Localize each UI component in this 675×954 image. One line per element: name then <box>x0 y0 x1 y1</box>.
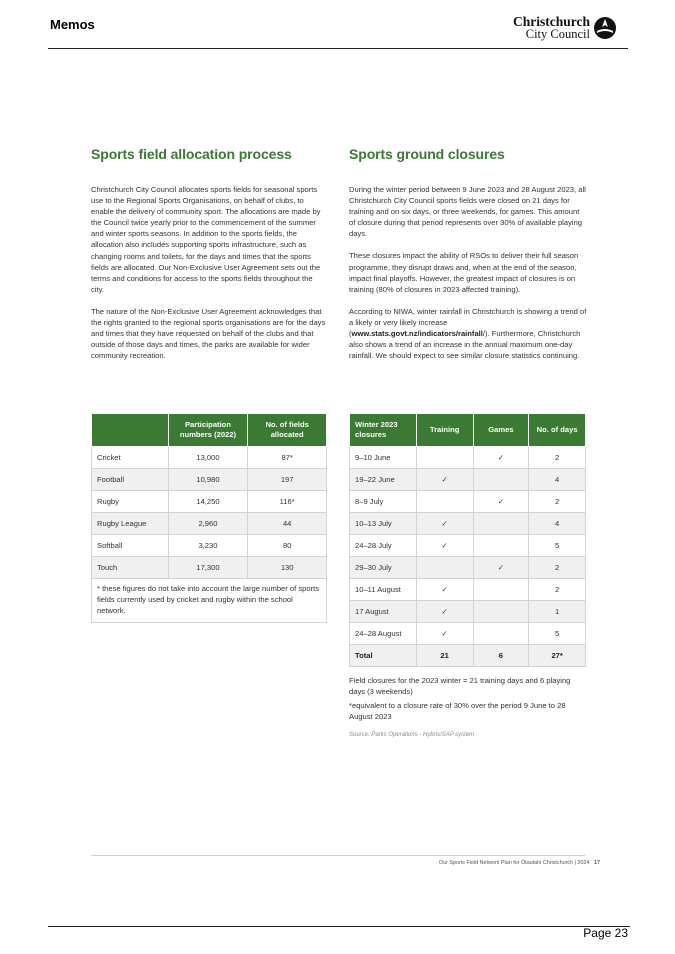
allocation-paragraph-1: Christchurch City Council allocates sports fields for seasonal sports use to the Regional Sports Organisations, on behalf of clubs, to enable the delivery of community sport. The allocations are made by the Council twice yearly prior to the commencement of the summer and winter sports seasons. In addition to the sports fields, the allocation also includes supporting sports infrastructure, such as changing rooms and toilets, for the days and times that the sports fields are allocated. Our Non-Exclusive User Agreement sets out the terms and conditions for access to the sports fields throughout the city. <box>91 185 321 294</box>
days-cell: 2 <box>529 579 586 601</box>
training-cell: ✓ <box>416 469 473 491</box>
participation-header-numbers: Participation numbers (2022) <box>168 414 248 447</box>
participation-cell: 10,980 <box>168 469 248 491</box>
games-cell: ✓ <box>473 491 529 513</box>
sport-cell: Touch <box>92 557 169 579</box>
days-cell: 2 <box>529 447 586 469</box>
allocation-section <box>91 146 327 372</box>
footer-divider <box>48 926 630 927</box>
period-cell: 24–28 July <box>350 535 417 557</box>
period-cell: 8–9 July <box>350 491 417 513</box>
logo-line2: City Council <box>525 27 590 41</box>
training-cell: ✓ <box>416 513 473 535</box>
inner-footer-text: Our Sports Field Network Plan for Ōtautahi Christchurch | 2024 <box>438 860 590 866</box>
participation-cell: 13,000 <box>168 447 248 469</box>
participation-footnote: * these figures do not take into account the large number of sports fields currently used by cricket and rugby within the school network. <box>91 579 327 623</box>
table-row <box>350 469 586 491</box>
fields-cell: 87* <box>248 447 327 469</box>
days-cell: 5 <box>529 535 586 557</box>
table-row <box>92 557 327 579</box>
period-cell: 17 August <box>350 601 417 623</box>
closures-notes <box>349 675 587 744</box>
council-logo <box>513 16 617 40</box>
training-cell: ✓ <box>416 535 473 557</box>
participation-table-block <box>91 413 327 623</box>
training-cell: ✓ <box>416 623 473 645</box>
sport-cell: Football <box>92 469 169 491</box>
inner-page-number: 17 <box>594 860 600 866</box>
total-days-cell: 27* <box>529 645 586 667</box>
games-cell: ✓ <box>473 557 529 579</box>
total-label-cell: Total <box>350 645 417 667</box>
training-cell <box>416 557 473 579</box>
table-row <box>350 623 586 645</box>
table-row <box>350 579 586 601</box>
training-cell: ✓ <box>416 601 473 623</box>
sport-cell: Rugby <box>92 491 169 513</box>
table-row <box>350 513 586 535</box>
closures-paragraph-1: During the winter period between 9 June 2023 and 28 August 2023, all Christchurch City Council sports fields were closed on 21 days for training and on six days, or three weekends, for games. This amount of closure during that period represents over 30% of available playing days. <box>349 185 586 239</box>
closures-header-days: No. of days <box>529 414 586 447</box>
closures-note-1: Field closures for the 2023 winter = 21 training days and 6 playing days (3 weekends) <box>349 676 571 696</box>
closures-table <box>349 413 586 667</box>
fields-cell: 130 <box>248 557 327 579</box>
period-cell: 10–11 August <box>350 579 417 601</box>
table-row <box>92 469 327 491</box>
closures-header-row <box>350 414 586 447</box>
closures-paragraph-3 <box>349 306 587 361</box>
source-note: Source: Parks Operations - Hybris/SAP system <box>349 732 475 738</box>
closures-section <box>349 146 587 372</box>
period-cell: 29–30 July <box>350 557 417 579</box>
games-cell <box>473 623 529 645</box>
table-row <box>350 535 586 557</box>
games-cell <box>473 469 529 491</box>
table-row <box>350 491 586 513</box>
games-cell <box>473 535 529 557</box>
days-cell: 2 <box>529 491 586 513</box>
games-cell <box>473 579 529 601</box>
period-cell: 19–22 June <box>350 469 417 491</box>
logo-line1: Christchurch <box>512 14 590 29</box>
table-row <box>350 557 586 579</box>
period-cell: 10–13 July <box>350 513 417 535</box>
period-cell: 9–10 June <box>350 447 417 469</box>
inner-footer-divider <box>91 855 585 856</box>
fields-cell: 197 <box>248 469 327 491</box>
closures-note-2: *equivalent to a closure rate of 30% over the period 9 June to 28 August 2023 <box>349 701 566 721</box>
table-row <box>92 491 327 513</box>
games-cell <box>473 601 529 623</box>
closures-heading: Sports ground closures <box>349 146 505 162</box>
header-divider <box>48 48 628 49</box>
sport-cell: Rugby League <box>92 513 169 535</box>
participation-cell: 3,230 <box>168 535 248 557</box>
page-number: Page 23 <box>583 926 628 940</box>
days-cell: 5 <box>529 623 586 645</box>
closures-header-training: Training <box>416 414 473 447</box>
stats-link[interactable]: www.stats.govt.nz/indicators/rainfall <box>351 329 483 339</box>
table-row <box>92 447 327 469</box>
sport-cell: Cricket <box>92 447 169 469</box>
training-cell: ✓ <box>416 579 473 601</box>
allocation-heading: Sports field allocation process <box>91 146 292 162</box>
fields-cell: 44 <box>248 513 327 535</box>
closures-paragraph-3-text: According to NIWA, winter rainfall in Christchurch is showing a trend of a likely or very likely increase ( <box>349 306 587 339</box>
participation-header-row <box>92 414 327 447</box>
table-row <box>92 513 327 535</box>
participation-table <box>91 413 327 579</box>
participation-cell: 17,300 <box>168 557 248 579</box>
period-cell: 24–28 August <box>350 623 417 645</box>
games-cell <box>473 513 529 535</box>
memo-title: Memos <box>50 17 95 32</box>
total-games-cell: 6 <box>473 645 529 667</box>
training-cell <box>416 491 473 513</box>
table-row <box>350 601 586 623</box>
participation-cell: 2,960 <box>168 513 248 535</box>
sport-cell: Softball <box>92 535 169 557</box>
closures-paragraph-2: These closures impact the ability of RSOs to deliver their full season programme, they disrupt draws and, when at the end of the season, impact final playoffs. However, the greatest impact of closures is on training (80% of closures in 2023 affected training). <box>349 251 579 294</box>
fields-cell: 80 <box>248 535 327 557</box>
council-emblem-icon <box>593 16 617 40</box>
games-cell: ✓ <box>473 447 529 469</box>
total-row <box>350 645 586 667</box>
allocation-paragraph-2: The nature of the Non-Exclusive User Agreement acknowledges that the rights granted to the regional sports organisations are for the days and times that they have requested on behalf of the clubs and that outside of those days and times, the parks are available for wider community recreation. <box>91 306 326 361</box>
closures-header-period: Winter 2023 closures <box>350 414 417 447</box>
table-row <box>92 535 327 557</box>
days-cell: 2 <box>529 557 586 579</box>
closures-table-block <box>349 413 586 667</box>
days-cell: 4 <box>529 469 586 491</box>
participation-header-fields: No. of fields allocated <box>248 414 327 447</box>
fields-cell: 116* <box>248 491 327 513</box>
training-cell <box>416 447 473 469</box>
participation-header-blank <box>92 414 169 447</box>
participation-cell: 14,250 <box>168 491 248 513</box>
inner-footer <box>350 860 600 866</box>
days-cell: 1 <box>529 601 586 623</box>
days-cell: 4 <box>529 513 586 535</box>
total-training-cell: 21 <box>416 645 473 667</box>
table-row <box>350 447 586 469</box>
closures-header-games: Games <box>473 414 529 447</box>
closures-paragraph-3-rest: /). Furthermore, Christchurch also shows a trend of an increase in the annual maximum one-day rainfall. We should expect to see similar closure statistics continuing. <box>349 329 581 361</box>
